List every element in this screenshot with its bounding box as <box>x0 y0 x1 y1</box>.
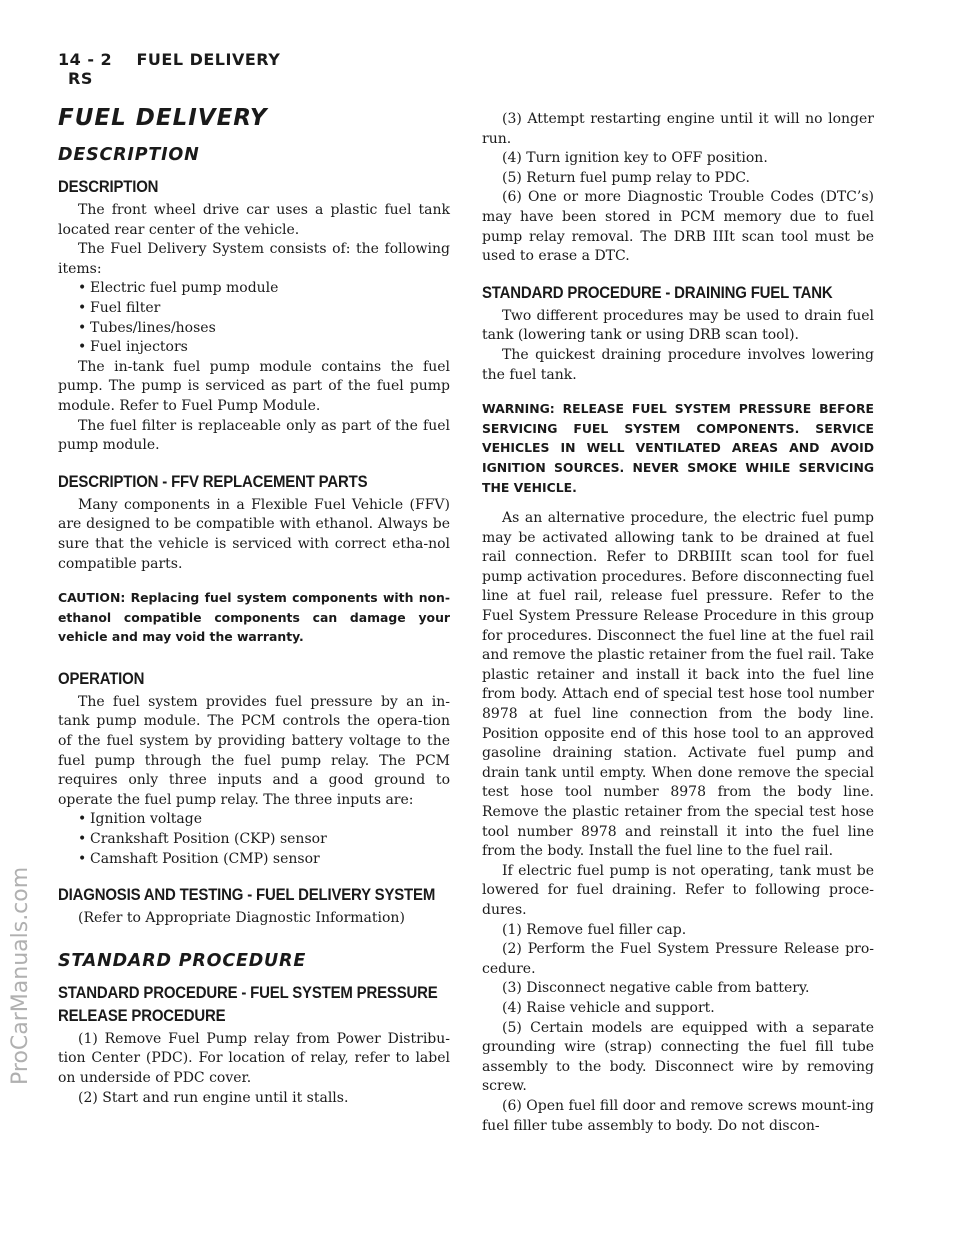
procedure-step: (6) One or more Diagnostic Trouble Codes (DTC’s) may have been stored in PCM memory due to fuel pump relay removal. The DRB IIIt scan tool must be used to erase a DTC. <box>482 189 874 265</box>
draining-paragraph: If electric fuel pump is not operating, tank must be lowered for fuel draining. Refer to following proce-dures. <box>482 862 874 918</box>
procedure-step: (1) Remove fuel filler cap. <box>502 921 687 938</box>
page-header <box>58 48 876 88</box>
description-heading: DESCRIPTION <box>58 145 200 165</box>
ffv-paragraph: Many components in a Flexible Fuel Vehicle (FFV) are designed to be compatible with ethanol. Always be sure that the vehicle is serviced with correct etha-nol compatible parts. <box>58 496 450 572</box>
procedure-step: (2) Perform the Fuel System Pressure Release pro-cedure. <box>482 941 874 977</box>
procedure-step: (1) Remove Fuel Pump relay from Power Distribu-tion Center (PDC). For location of relay, refer to label on underside of PDC cover. <box>58 1030 450 1086</box>
procedure-step: (4) Turn ignition key to OFF position. <box>502 150 768 167</box>
watermark: ProCarManuals.com <box>8 866 33 1085</box>
draining-paragraph: The quickest draining procedure involves lowering the fuel tank. <box>482 346 874 383</box>
draining-warning: WARNING: RELEASE FUEL SYSTEM PRESSURE BEFORE SERVICING FUEL SYSTEM COMPONENTS. SERVICE VEHICLES IN WELL VENTILATED AREAS AND AVOID IGNITION SOURCES. NEVER SMOKE WHILE SERVICING THE VEHICLE. <box>482 401 874 495</box>
list-item: • Fuel injectors <box>78 339 188 356</box>
draining-paragraph: As an alternative procedure, the electric fuel pump may be activated allowing tank to be drained at fuel rail connection. Refer to DRBIIIt scan tool for fuel pump activation procedures. Before disconnecting fuel line at fuel rail, release fuel pressure. Refer to the Fuel System Pressure Release Procedure in this group for procedures. Disconnect the fuel line at the fuel rail and remove the plastic retainer from the fuel rail. Take plastic retainer and install it back into the fuel line from body. Attach end of special test hose tool number 8978 at fuel line connection from the body line. Position opposite end of this hose tool to an approved gasoline draining station. Activate fuel pump and drain tank until empty. When done remove the special test hose tool number 8978 from the body line. Remove the plastic retainer from the special test hose tool number 8978 and reinstall it into the fuel line from the body. Install the fuel line to the fuel rail. <box>482 510 874 860</box>
header-model-code: RS <box>58 69 876 88</box>
procedure-step: (5) Certain models are equipped with a separate grounding wire (strap) connecting the fuel fill tube assembly to the body. Disconnect wire by removing screw. <box>482 1019 874 1095</box>
procedure-step: (2) Start and run engine until it stalls. <box>78 1089 349 1106</box>
list-item: • Camshaft Position (CMP) sensor <box>78 850 320 867</box>
ffv-caution: CAUTION: Replacing fuel system components with non-ethanol compatible components can damage your vehicle and may void the warranty. <box>58 590 450 645</box>
procedure-step: (5) Return fuel pump relay to PDC. <box>502 169 750 186</box>
description-paragraph: The fuel filter is replaceable only as part of the fuel pump module. <box>58 417 450 454</box>
description-paragraph: The Fuel Delivery System consists of: the following items: <box>58 241 450 277</box>
list-item: • Electric fuel pump module <box>78 280 279 297</box>
pressure-release-heading: STANDARD PROCEDURE - FUEL SYSTEM PRESSURE RELEASE PROCEDURE <box>58 982 438 1025</box>
draining-paragraph: Two different procedures may be used to drain fuel tank (lowering tank or using DRB scan tool). <box>482 307 874 344</box>
procedure-step: (6) Open fuel fill door and remove screws mount-ing fuel filler tube assembly to body. Do not discon- <box>482 1097 874 1134</box>
left-column <box>58 105 450 1108</box>
operation-list <box>58 810 450 869</box>
procedure-step: (3) Disconnect negative cable from battery. <box>502 980 810 997</box>
operation-paragraph: The fuel system provides fuel pressure by an in-tank pump module. The PCM controls the opera-tion of the fuel system by providing battery voltage to the fuel pump through the fuel pump relay. The PCM requires only three inputs and a good ground to operate the fuel pump relay. The three inputs are: <box>58 693 450 808</box>
ffv-heading: DESCRIPTION - FFV REPLACEMENT PARTS <box>58 471 368 491</box>
description-paragraph: The front wheel drive car uses a plastic fuel tank located rear center of the vehicle. <box>58 202 450 238</box>
list-item: • Ignition voltage <box>78 811 203 828</box>
page-title: FUEL DELIVERY <box>58 105 268 131</box>
list-item: • Fuel filter <box>78 299 161 316</box>
list-item: • Crankshaft Position (CKP) sensor <box>78 831 327 848</box>
diagnosis-heading: DIAGNOSIS AND TESTING - FUEL DELIVERY SYSTEM <box>58 885 436 905</box>
procedure-step: (3) Attempt restarting engine until it will no longer run. <box>482 111 874 147</box>
description-list <box>58 279 450 357</box>
description-subheading: DESCRIPTION <box>58 177 159 196</box>
operation-heading: OPERATION <box>58 668 145 688</box>
list-item: • Tubes/lines/hoses <box>78 319 216 336</box>
procedure-step: (4) Raise vehicle and support. <box>502 999 715 1016</box>
right-column <box>482 110 874 1136</box>
draining-heading: STANDARD PROCEDURE - DRAINING FUEL TANK <box>482 282 833 302</box>
description-paragraph: The in-tank fuel pump module contains the fuel pump. The pump is serviced as part of the fuel pump module. Refer to Fuel Pump Module. <box>58 358 450 414</box>
diagnosis-paragraph: (Refer to Appropriate Diagnostic Information) <box>78 910 405 927</box>
header-page-section: 14 - 2 FUEL DELIVERY <box>58 50 876 69</box>
standard-procedure-heading: STANDARD PROCEDURE <box>58 950 307 971</box>
